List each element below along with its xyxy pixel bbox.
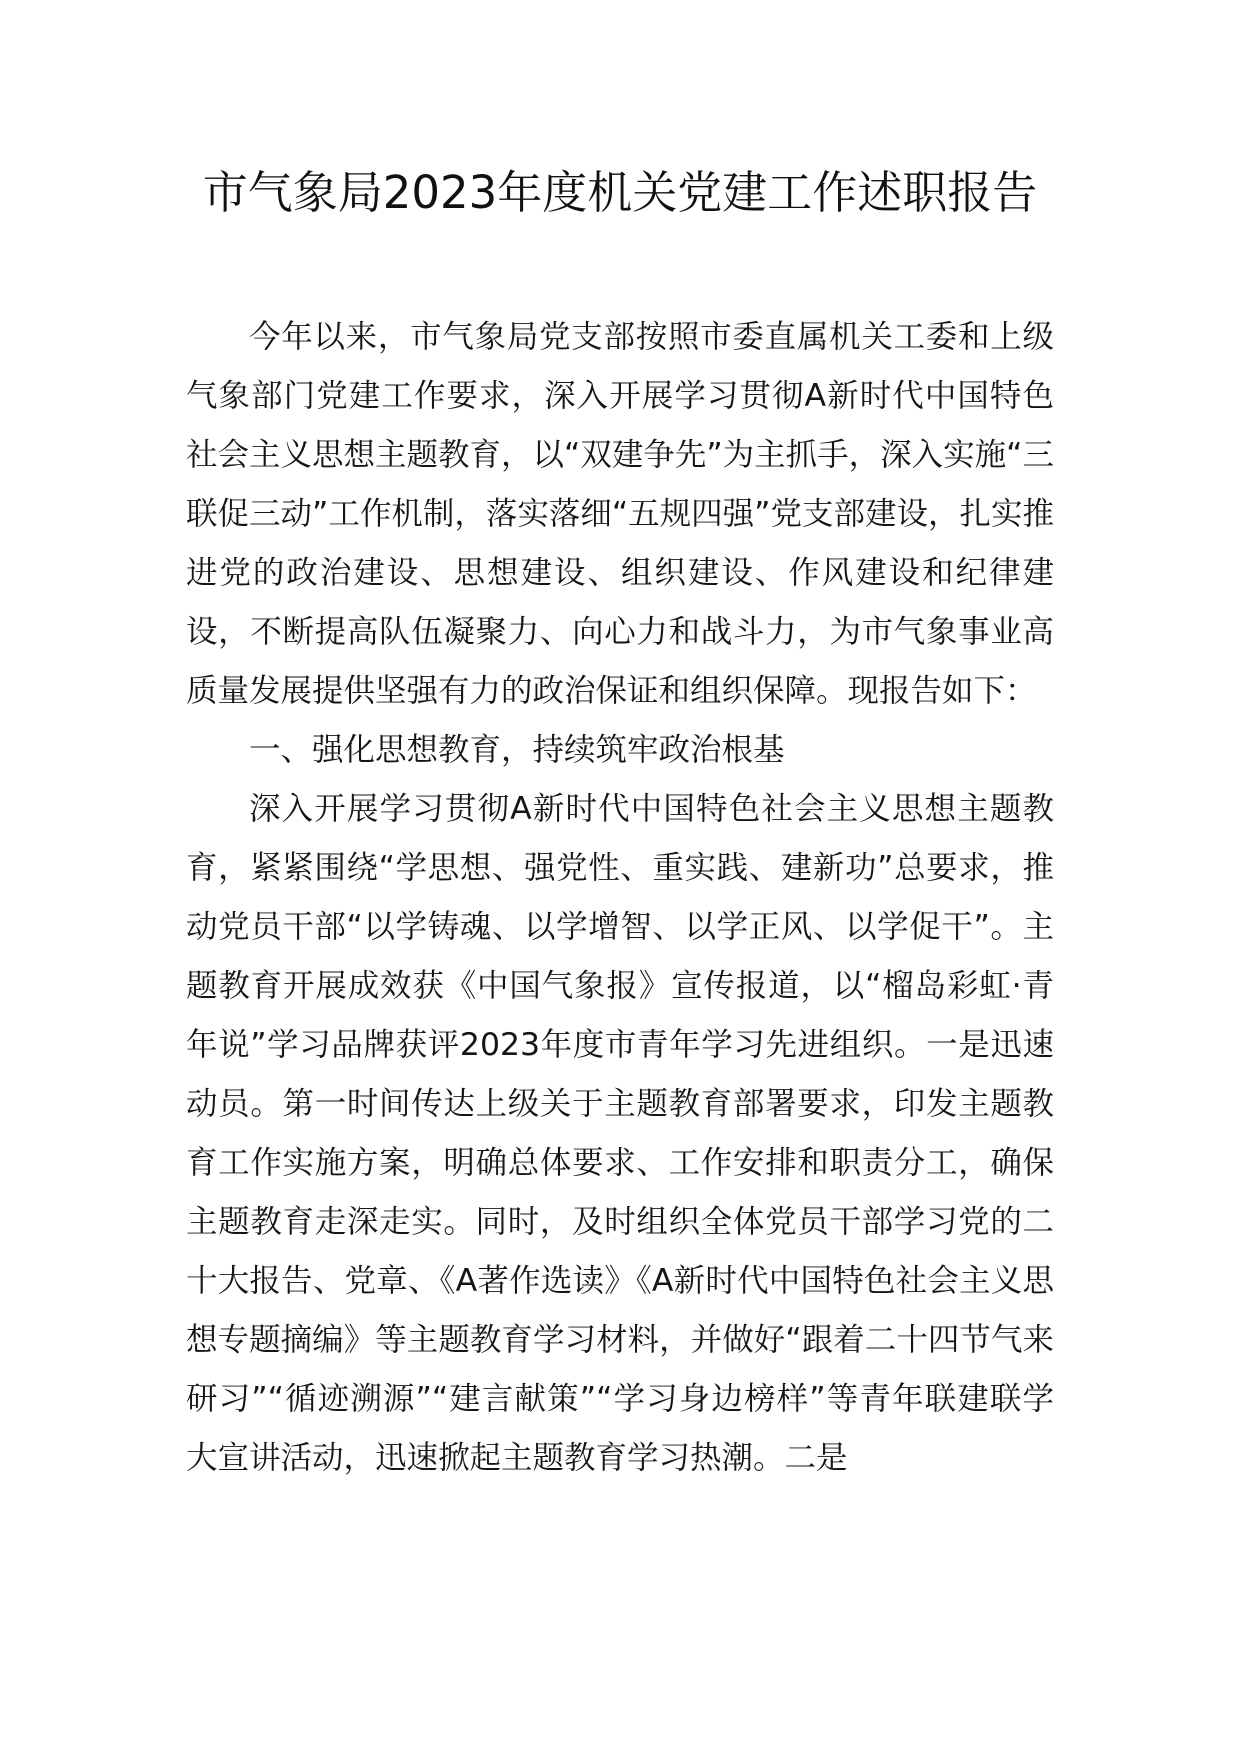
- section-1-paragraph: 深入开展学习贯彻A新时代中国特色社会主义思想主题教育，紧紧围绕“学思想、强党性、重实践、建新功”总要求，推动党员干部“以学铸魂、以学增智、以学正风、以学促干”。主题教育开展成效获《中国气象报》宣传报道，以“榴岛彩虹·青年说”学习品牌获评2023年度市青年学习先进组织。一是迅速动员。第一时间传达上级关于主题教育部署要求，印发主题教育工作实施方案，明确总体要求、工作安排和职责分工，确保主题教育走深走实。同时，及时组织全体党员干部学习党的二十大报告、党章、《A著作选读》《A新时代中国特色社会主义思想专题摘编》等主题教育学习材料，并做好“跟着二十四节气来研习”“循迹溯源”“建言献策”“学习身边榜样”等青年联建联学大宣讲活动，迅速掀起主题教育学习热潮。二是: [186, 791, 1054, 1476]
- section-1-heading: 一、强化思想教育，持续筑牢政治根基: [249, 732, 785, 768]
- intro-paragraph: 今年以来，市气象局党支部按照市委直属机关工委和上级气象部门党建工作要求，深入开展学习贯彻A新时代中国特色社会主义思想主题教育，以“双建争先”为主抓手，深入实施“三联促三动”工作机制，落实落细“五规四强”党支部建设，扎实推进党的政治建设、思想建设、组织建设、作风建设和纪律建设，不断提高队伍凝聚力、向心力和战斗力，为市气象事业高质量发展提供坚强有力的政治保证和组织保障。现报告如下：: [186, 319, 1054, 709]
- document-title: 市气象局2023年度机关党建工作述职报告: [202, 166, 1038, 219]
- document-body: [186, 308, 1054, 1488]
